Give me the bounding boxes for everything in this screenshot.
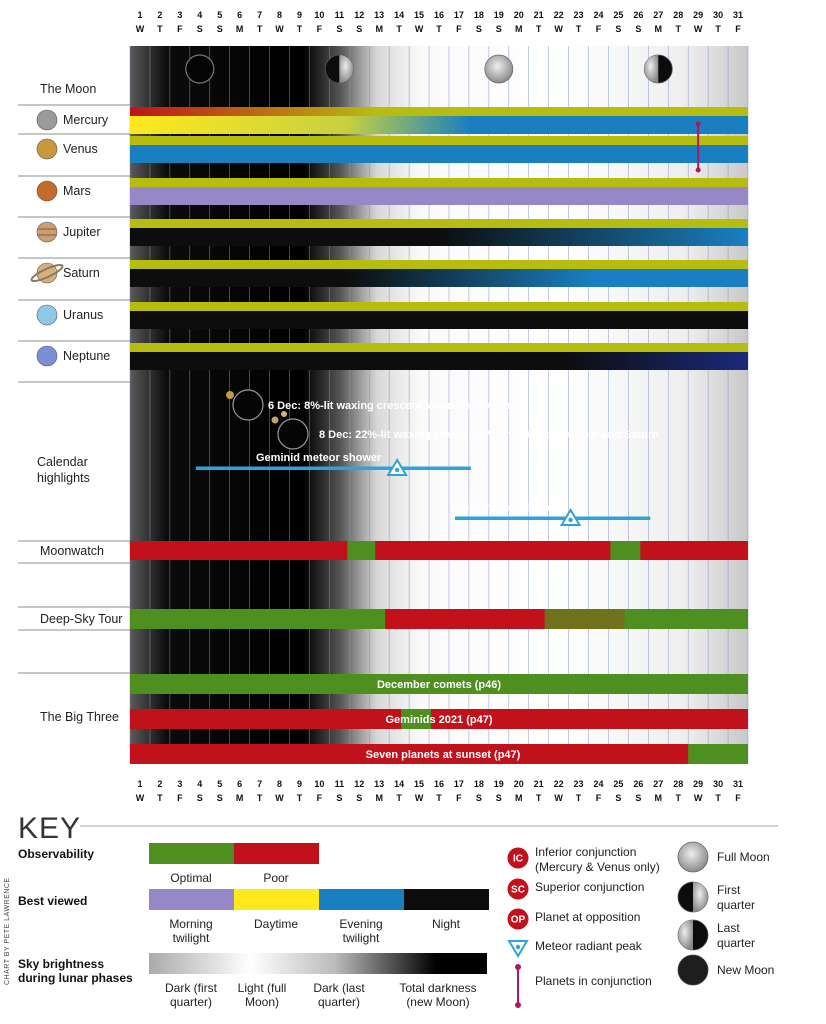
day-number: 6 (237, 10, 243, 20)
key-symbol-text: Superior conjunction (535, 880, 645, 894)
day-number: 16 (433, 779, 445, 789)
day-number: 4 (197, 779, 203, 789)
day-number: 9 (296, 779, 302, 789)
key-symbol-text: Planets in conjunction (535, 974, 652, 988)
key-sky-brightness-text: Moon) (244, 995, 280, 1009)
weekday-label: T (157, 24, 163, 34)
day-number: 16 (433, 10, 445, 20)
saturn-icon (30, 262, 64, 284)
day-number: 20 (513, 10, 524, 20)
weekday-label: F (735, 24, 741, 34)
day-number: 24 (593, 10, 604, 20)
weekday-label: T (535, 793, 542, 803)
day-number: 2 (157, 10, 163, 20)
day-number: 1 (137, 10, 143, 20)
key-best-viewed-text: Evening (339, 917, 383, 931)
day-number: 10 (314, 10, 325, 20)
key-moon-phase-text: Last (717, 921, 740, 935)
moonwatch-optimal-segment (347, 541, 375, 560)
key-best-viewed-text: twilight (172, 931, 210, 945)
weekday-label: S (336, 24, 343, 34)
weekday-label: M (654, 793, 663, 803)
weekday-label: T (535, 24, 542, 34)
weekday-label: M (514, 24, 523, 34)
moon-phase-last-quarter-icon (644, 55, 672, 83)
key-sky-brightness-text: quarter) (317, 995, 361, 1009)
weekday-label: W (554, 24, 563, 34)
weekday-label: T (256, 793, 263, 803)
day-number: 12 (354, 10, 365, 20)
weekday-label: S (615, 793, 622, 803)
weekday-label: F (316, 24, 323, 34)
key-moon-new-icon (678, 955, 708, 985)
planet-label: Saturn (63, 266, 100, 280)
day-number: 25 (613, 779, 624, 789)
key-badge-text: IC (513, 853, 523, 865)
key-sky-brightness-text: Dark (first (165, 981, 217, 995)
highlight-event-text: 6 Dec: 8%-lit waxing crescent Moon near Venus (268, 400, 517, 412)
venus-icon (37, 139, 57, 159)
day-number: 3 (177, 779, 183, 789)
day-number: 26 (633, 779, 644, 789)
key-best-viewed-text: twilight (342, 931, 380, 945)
jupiter-icon (37, 222, 57, 242)
day-number: 3 (177, 10, 183, 20)
best-viewed-bar-uranus (130, 311, 748, 329)
key-sky-brightness-text: quarter) (169, 995, 213, 1009)
key-symbol-text: Meteor radiant peak (535, 939, 642, 953)
key-badge-text: SC (511, 884, 525, 896)
planet-label: Mars (63, 184, 91, 198)
best-viewed-bar-neptune (130, 352, 748, 370)
day-number: 22 (553, 10, 564, 20)
day-number: 10 (314, 779, 325, 789)
observability-bar-neptune (130, 343, 748, 352)
day-number: 11 (334, 779, 345, 789)
key-poor-text: Poor (263, 871, 289, 885)
weekday-label: T (256, 24, 263, 34)
day-number: 20 (513, 779, 524, 789)
planet-label: Jupiter (63, 225, 101, 239)
day-number: 14 (394, 10, 405, 20)
weekday-label: S (336, 793, 343, 803)
weekday-label: S (196, 793, 203, 803)
day-number: 8 (277, 10, 283, 20)
day-number: 19 (493, 779, 504, 789)
observability-bar-jupiter (130, 219, 748, 228)
key-best-viewed-text: Night (431, 917, 461, 931)
best-viewed-bar-jupiter (130, 228, 748, 246)
weekday-label: T (157, 793, 163, 803)
day-number: 8 (277, 779, 283, 789)
key-best-viewed-swatch (234, 889, 319, 910)
weekday-label: M (375, 793, 383, 803)
weekday-label: S (495, 24, 502, 34)
weekday-label: T (715, 793, 721, 803)
key-symbol-text: Inferior conjunction (535, 845, 637, 859)
key-symbol-text: (Mercury & Venus only) (535, 860, 660, 874)
day-number: 7 (257, 10, 263, 20)
key-conjunction-dot (515, 1002, 521, 1008)
weekday-label: F (177, 24, 183, 34)
deep-sky-transition-segment (545, 609, 625, 629)
weekday-label: T (575, 24, 582, 34)
planet-label: Venus (63, 142, 98, 156)
meteor-shower-bar (455, 517, 650, 521)
key-best-viewed-swatch (404, 889, 489, 910)
weekday-label: S (475, 24, 482, 34)
day-number: 19 (493, 10, 504, 20)
key-moon-phase-text: Full Moon (717, 850, 770, 864)
moon-phase-new-icon (186, 55, 214, 83)
key-sky-brightness-label: during lunar phases (18, 971, 133, 985)
day-number: 21 (533, 10, 544, 20)
day-number: 25 (613, 10, 624, 20)
weekday-label: S (356, 24, 363, 34)
weekday-label: S (495, 793, 502, 803)
weekday-label: T (396, 793, 402, 803)
day-number: 14 (394, 779, 405, 789)
key-moon-phase-text: quarter (717, 936, 756, 950)
key-optimal-text: Optimal (170, 871, 212, 885)
weekday-label: F (456, 793, 462, 803)
weekday-label: T (675, 793, 681, 803)
uranus-icon (37, 305, 57, 325)
weekday-label: S (615, 24, 622, 34)
weekday-label: T (296, 24, 303, 34)
best-viewed-bar-venus (130, 145, 748, 163)
key-moon-last-quarter-icon (678, 920, 708, 950)
day-number: 29 (693, 10, 704, 20)
key-best-viewed-text: Morning (169, 917, 213, 931)
day-number: 5 (217, 779, 223, 789)
weekday-label: T (675, 24, 681, 34)
weekday-label: W (414, 793, 424, 803)
best-viewed-bar-mars (130, 187, 748, 205)
chart-credit: CHART BY PETE LAWRENCE (4, 877, 11, 985)
weekday-label: W (554, 793, 563, 803)
deep-sky-poor-segment (385, 609, 544, 629)
day-number: 5 (217, 10, 223, 20)
weekday-label: M (235, 793, 244, 803)
weekday-label: W (693, 793, 703, 803)
day-number: 31 (733, 10, 744, 20)
weekday-label: W (135, 24, 145, 34)
day-number: 11 (334, 10, 345, 20)
day-number: 1 (137, 779, 143, 789)
meteor-shower-label: Geminid meteor shower (256, 452, 382, 464)
key-best-viewed-text: Daytime (253, 917, 299, 931)
mercury-icon (37, 110, 57, 130)
highlight-event-text: 8 Dec: 22%-lit waxing crescent Moon between Jupiter and Saturn (319, 429, 659, 441)
key-best-viewed-swatch (319, 889, 404, 910)
moonwatch-bar (130, 541, 748, 560)
key-moon-first-quarter-icon (678, 882, 708, 912)
calendar-highlights-label: Calendar (37, 455, 88, 469)
day-number: 23 (573, 10, 584, 20)
key-observability-label: Observability (18, 847, 95, 861)
meteor-shower-label: Ursid meteor shower (451, 502, 561, 514)
weekday-label: M (235, 24, 244, 34)
day-number: 7 (257, 779, 263, 789)
best-viewed-bar-saturn (130, 269, 748, 287)
day-number: 18 (473, 10, 484, 20)
meteor-radiant-dot (395, 468, 399, 472)
weekday-label: S (635, 793, 642, 803)
observability-bar-mars (130, 178, 748, 187)
best-viewed-bar-mercury (130, 116, 748, 134)
mars-icon (37, 181, 57, 201)
day-number: 6 (237, 779, 243, 789)
key-moon-phase-text: quarter (717, 898, 756, 912)
key-sky-brightness-text: (new Moon) (406, 995, 470, 1009)
weekday-label: F (595, 24, 602, 34)
weekday-label: M (514, 793, 523, 803)
day-number: 28 (673, 10, 684, 20)
meteor-shower-bar (196, 467, 471, 471)
deep-sky-tour-label: Deep-Sky Tour (40, 612, 123, 626)
weekday-label: M (375, 24, 383, 34)
key-optimal-swatch (149, 843, 234, 864)
moon-phase-first-quarter-icon (325, 55, 353, 83)
weekday-label: W (275, 24, 284, 34)
weekday-label: F (595, 793, 602, 803)
key-sky-brightness-text: Total darkness (399, 981, 477, 995)
day-number: 24 (593, 779, 604, 789)
moon-phase-full-icon (485, 55, 513, 83)
key-moon-phase-text: New Moon (717, 963, 775, 977)
moonwatch-label: Moonwatch (40, 544, 104, 558)
day-number: 18 (473, 779, 484, 789)
big-three-item-label: Geminids 2021 (p47) (385, 714, 493, 726)
day-number: 27 (653, 10, 664, 20)
day-number: 13 (374, 779, 385, 789)
key-sky-brightness-text: Dark (last (313, 981, 365, 995)
day-number: 27 (653, 779, 664, 789)
planet-label: Mercury (63, 113, 109, 127)
observability-bar-uranus (130, 302, 748, 311)
day-number: 29 (693, 779, 704, 789)
key-sky-brightness-label: Sky brightness (18, 957, 105, 971)
weekday-label: F (177, 793, 183, 803)
key-best-viewed-label: Best viewed (18, 894, 88, 908)
day-number: 9 (296, 10, 302, 20)
weekday-label: T (396, 24, 402, 34)
day-number: 30 (713, 10, 724, 20)
day-number: 12 (354, 779, 365, 789)
moon-row-label: The Moon (40, 82, 97, 96)
day-number: 26 (633, 10, 644, 20)
observability-bar-mercury (130, 107, 748, 116)
day-number: 23 (573, 779, 584, 789)
planet-label: Neptune (63, 349, 111, 363)
weekday-label: S (356, 793, 363, 803)
key-poor-swatch (234, 843, 319, 864)
weekday-label: W (275, 793, 284, 803)
day-number: 28 (673, 779, 684, 789)
day-number: 30 (713, 779, 724, 789)
planet-label: Uranus (63, 308, 104, 322)
weekday-label: T (436, 24, 442, 34)
big-three-label: The Big Three (40, 710, 119, 724)
day-number: 13 (374, 10, 385, 20)
big-three-item-label: December comets (p46) (376, 679, 502, 691)
key-conjunction-dot (515, 964, 521, 970)
calendar-highlights-label-2: highlights (37, 471, 90, 485)
weekday-label: W (414, 24, 424, 34)
key-symbol-text: Planet at opposition (535, 910, 641, 924)
weekday-label: S (196, 24, 203, 34)
day-number: 22 (553, 779, 564, 789)
weekday-label: F (456, 24, 462, 34)
key-sky-brightness-swatch (149, 953, 487, 974)
weekday-label: T (575, 793, 582, 803)
day-number: 21 (533, 779, 544, 789)
observability-bar-saturn (130, 260, 748, 269)
weekday-label: W (135, 793, 145, 803)
day-number: 17 (453, 779, 464, 789)
weekday-label: T (436, 793, 442, 803)
seven-planets-optimal-segment (688, 744, 748, 764)
day-number: 2 (157, 779, 163, 789)
neptune-icon (37, 346, 57, 366)
meteor-radiant-dot (568, 518, 572, 522)
key-moon-phase-text: First (717, 883, 741, 897)
observability-bar-venus (130, 136, 748, 145)
big-three-item-label: Seven planets at sunset (p47) (365, 749, 521, 761)
weekday-label: T (296, 793, 303, 803)
weekday-label: T (715, 24, 721, 34)
key-best-viewed-swatch (149, 889, 234, 910)
day-number: 17 (453, 10, 464, 20)
day-number: 15 (414, 779, 425, 789)
weekday-label: S (216, 793, 223, 803)
key-moon-full-icon (678, 842, 708, 872)
moonwatch-optimal-segment (610, 541, 640, 560)
day-number: 31 (733, 779, 744, 789)
weekday-label: F (735, 793, 741, 803)
weekday-label: S (216, 24, 223, 34)
weekday-label: F (316, 793, 323, 803)
weekday-label: S (475, 793, 482, 803)
key-title: KEY (18, 812, 82, 845)
weekday-label: S (635, 24, 642, 34)
weekday-label: W (693, 24, 703, 34)
key-sky-brightness-text: Light (full (237, 981, 287, 995)
day-number: 15 (414, 10, 425, 20)
key-badge-text: OP (510, 914, 526, 926)
weekday-label: M (654, 24, 663, 34)
key-meteor-dot (516, 945, 520, 949)
day-number: 4 (197, 10, 203, 20)
